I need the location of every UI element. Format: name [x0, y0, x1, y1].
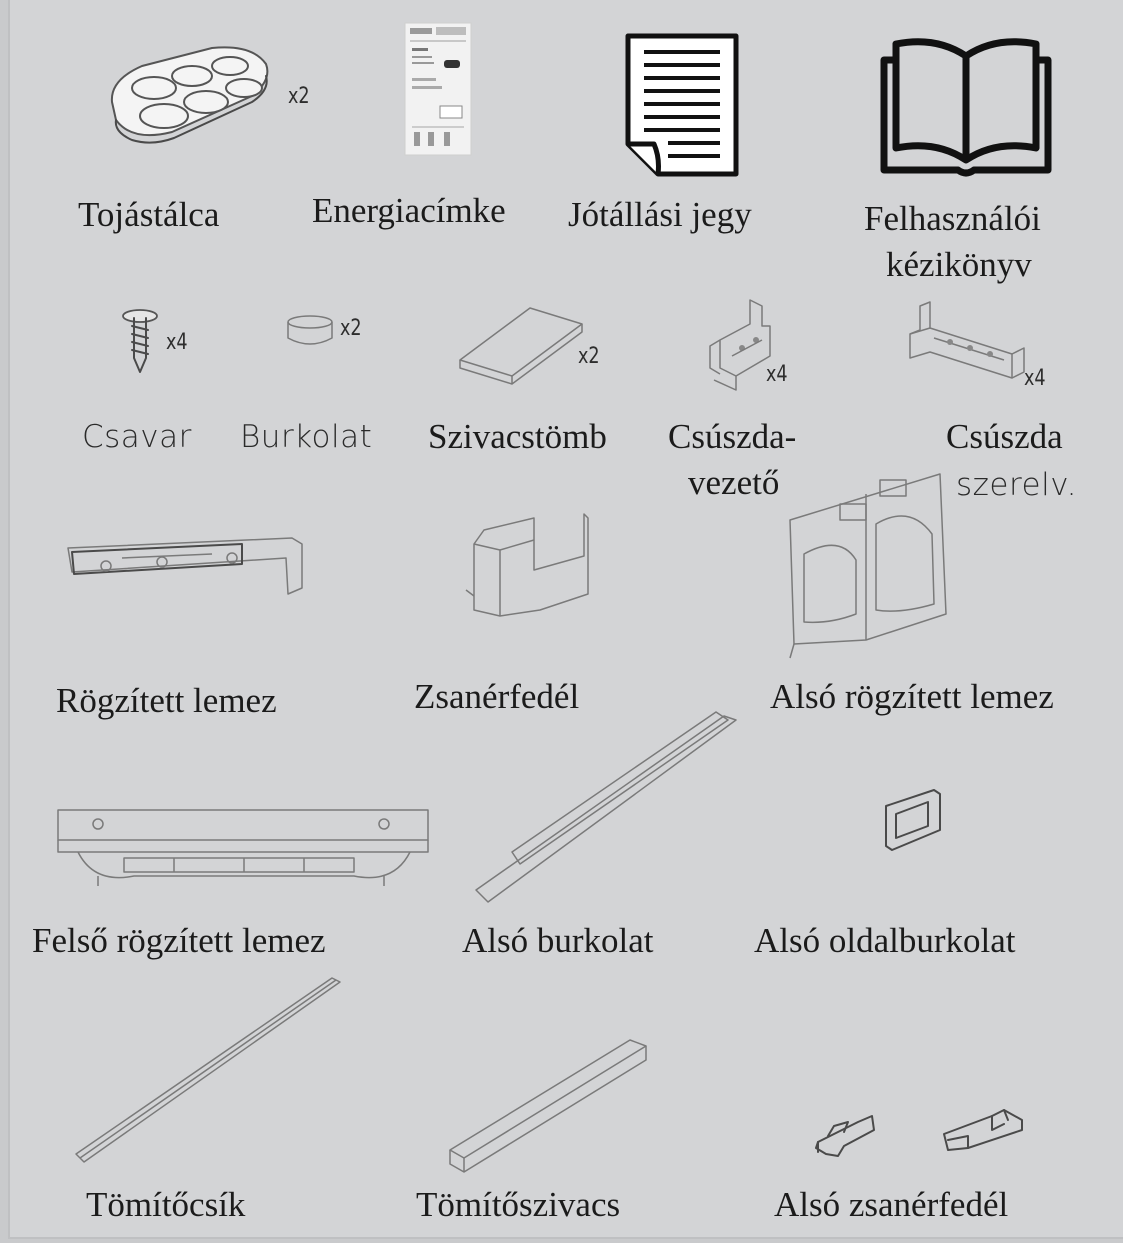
energy-label-icon: [404, 22, 472, 156]
upper-fixed-plate-icon: [54, 806, 432, 894]
warranty-card-label: Jótállási jegy: [568, 195, 752, 234]
book-icon: [876, 30, 1056, 176]
slide-guide-qty: x4: [766, 362, 788, 387]
slide-fitting-qty: x4: [1024, 366, 1046, 391]
lower-side-cover-label: Alsó oldalburkolat: [754, 921, 1016, 960]
sponge-block-label: Szivacstömb: [428, 417, 607, 456]
lower-fixed-plate-label: Alsó rögzített lemez: [770, 677, 1054, 716]
egg-tray-qty: x2: [288, 84, 310, 109]
screw-label: Csavar: [82, 419, 192, 455]
cover-icon: [284, 314, 336, 350]
document-icon: [624, 32, 742, 178]
lower-hinge-cover-right-icon: [938, 1106, 1028, 1156]
user-manual-label-line1: Felhasználói: [864, 199, 1041, 238]
cover-label: Burkolat: [240, 419, 373, 455]
screw-qty: x4: [166, 330, 188, 355]
screw-icon: [120, 308, 160, 376]
sealing-sponge-label: Tömítőszivacs: [416, 1185, 621, 1224]
user-manual-label-line2: kézikönyv: [886, 245, 1032, 284]
energy-label-label: Energiacímke: [312, 191, 506, 230]
lower-fixed-plate-icon: [780, 464, 960, 660]
sponge-block-icon: [456, 304, 586, 384]
upper-fixed-plate-label: Felső rögzített lemez: [32, 921, 326, 960]
lower-cover-icon: [472, 706, 742, 906]
slide-guide-label-line2: vezető: [688, 463, 780, 502]
fixed-plate-label: Rögzített lemez: [56, 681, 277, 720]
sealing-sponge-icon: [444, 1034, 654, 1174]
slide-fitting-icon: [900, 298, 1030, 384]
sealing-strip-label: Tömítőcsík: [86, 1185, 246, 1224]
lower-side-cover-icon: [878, 786, 944, 856]
lower-cover-label: Alsó burkolat: [462, 921, 654, 960]
hinge-cover-label: Zsanérfedél: [414, 677, 580, 716]
parts-list-panel: [8, 0, 1123, 1239]
sponge-block-qty: x2: [578, 344, 600, 369]
fixed-plate-icon: [62, 528, 308, 604]
hinge-cover-icon: [454, 510, 594, 622]
egg-tray-label: Tojástálca: [78, 195, 220, 234]
lower-hinge-cover-left-icon: [808, 1108, 878, 1160]
cover-qty: x2: [340, 316, 362, 341]
egg-tray-icon: [102, 40, 282, 150]
slide-fitting-label-line1: Csúszda: [946, 417, 1063, 456]
lower-hinge-cover-label: Alsó zsanérfedél: [774, 1185, 1009, 1224]
slide-fitting-label-line2: szerelv.: [956, 467, 1078, 503]
sealing-strip-icon: [70, 970, 346, 1166]
slide-guide-label-line1: Csúszda-: [668, 417, 797, 456]
